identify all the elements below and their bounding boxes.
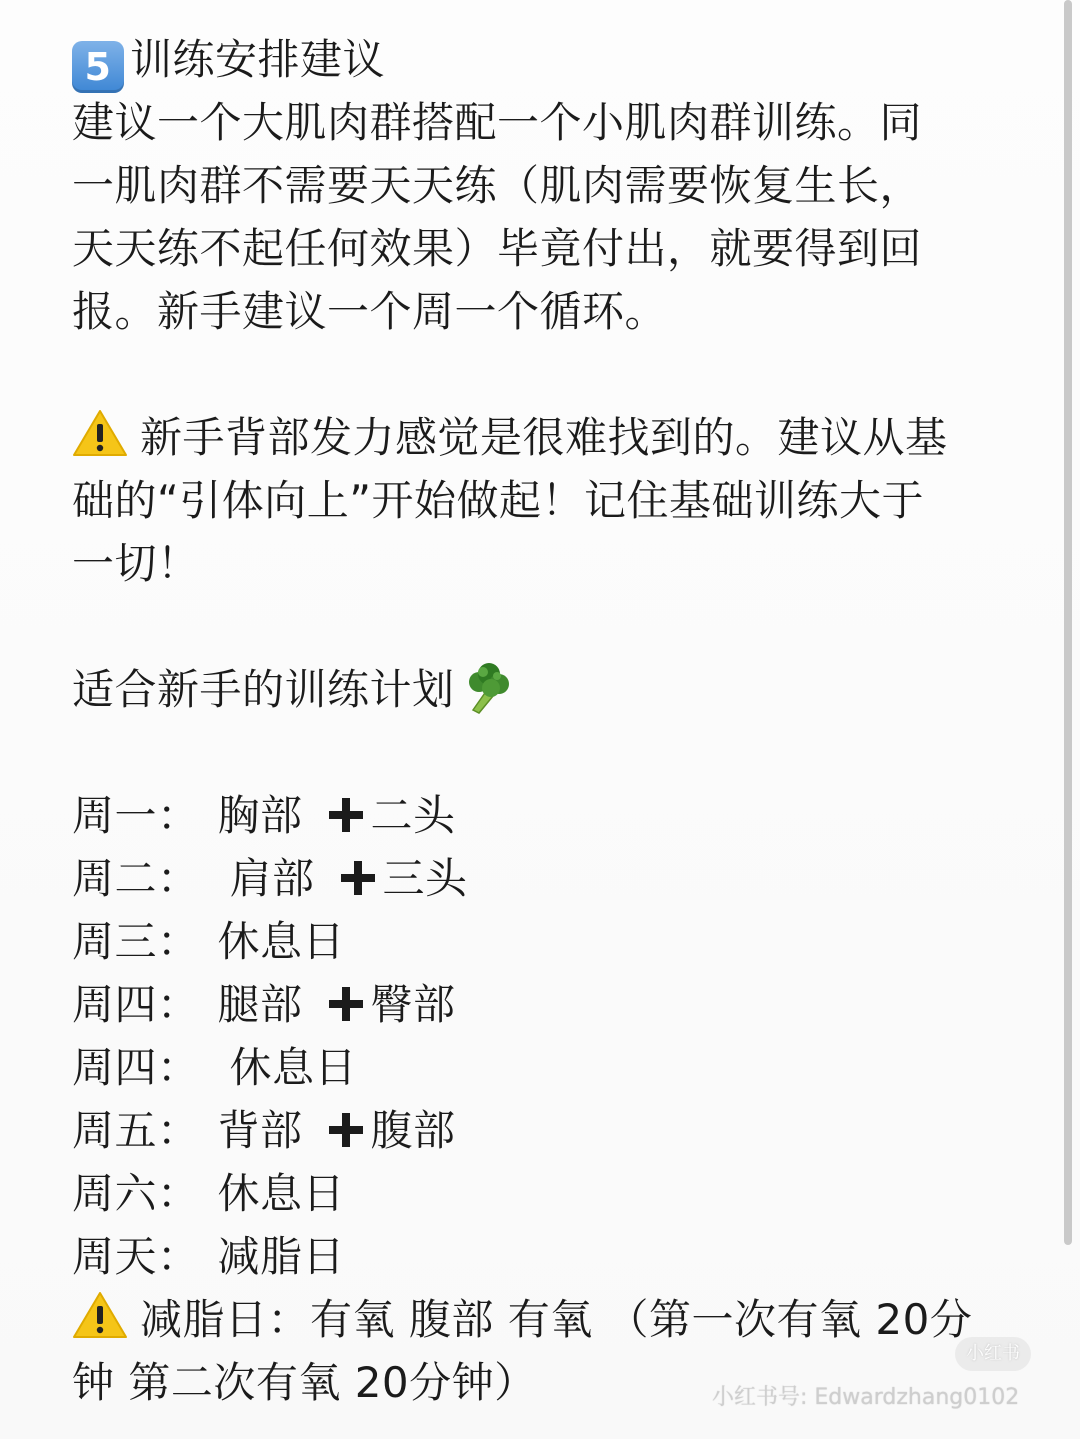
warning-icon <box>72 1290 128 1340</box>
schedule-row <box>72 1036 1022 1099</box>
scrollbar[interactable] <box>1064 0 1072 1245</box>
schedule-day: 周四： <box>72 1043 200 1092</box>
intro-line: 报。新手建议一个周一个循环。 <box>72 287 668 336</box>
schedule-activity: 休息日 <box>217 1169 346 1218</box>
broccoli-icon <box>459 660 513 714</box>
schedule-row <box>72 784 1022 847</box>
watermark-logo: 小红书 <box>955 1337 1031 1371</box>
plan-heading: 适合新手的训练计划 <box>72 665 455 714</box>
warning-line: 一切！ <box>72 539 200 588</box>
plus-icon <box>327 788 365 826</box>
watermark-text: 小红书号: Edwardzhang0102 <box>712 1385 1020 1410</box>
schedule-activity: 肩部 <box>229 854 315 903</box>
schedule-row <box>72 847 1022 910</box>
schedule-activity: 减脂日 <box>217 1232 346 1281</box>
intro-line: 天天练不起任何效果）毕竟付出，就要得到回 <box>72 224 923 273</box>
fatloss-line <box>72 1288 1022 1351</box>
keycap-5-icon: 5 <box>72 41 124 93</box>
fatloss-line: 钟 第二次有氧 20分钟） <box>72 1358 537 1407</box>
schedule-list <box>72 784 1022 1288</box>
section-title: 训练安排建议 <box>130 35 386 84</box>
warning-text: 新手背部发力感觉是很难找到的。建议从基 <box>140 413 948 462</box>
section-heading <box>72 28 1022 91</box>
note-content <box>72 28 1022 1414</box>
schedule-row <box>72 910 1022 973</box>
schedule-day: 周六： <box>72 1169 200 1218</box>
schedule-activity: 休息日 <box>229 1043 358 1092</box>
plus-icon <box>327 977 365 1015</box>
schedule-activity: 休息日 <box>217 917 346 966</box>
warning-icon <box>72 408 128 458</box>
warning-line: 础的“引体向上”开始做起！记住基础训练大于 <box>72 476 925 525</box>
plus-icon <box>339 851 377 889</box>
schedule-day: 周三： <box>72 917 200 966</box>
schedule-row <box>72 1225 1022 1288</box>
intro-line: 建议一个大肌肉群搭配一个小肌肉群训练。同 <box>72 98 923 147</box>
schedule-activity: 腿部 <box>217 980 303 1029</box>
schedule-activity-secondary: 三头 <box>382 854 468 903</box>
schedule-day: 周二： <box>72 854 200 903</box>
fatloss-text: 减脂日：有氧 腹部 有氧 （第一次有氧 20分 <box>140 1295 973 1344</box>
schedule-day: 周五： <box>72 1106 200 1155</box>
schedule-activity-secondary: 二头 <box>370 791 456 840</box>
warning-line <box>72 406 1022 469</box>
schedule-row <box>72 1099 1022 1162</box>
schedule-day: 周四： <box>72 980 200 1029</box>
schedule-activity-secondary: 臀部 <box>370 980 456 1029</box>
plus-icon <box>327 1103 365 1141</box>
schedule-activity-secondary: 腹部 <box>370 1106 456 1155</box>
schedule-row <box>72 973 1022 1036</box>
plan-heading-line <box>72 658 1022 721</box>
intro-line: 一肌肉群不需要天天练（肌肉需要恢复生长， <box>72 161 923 210</box>
spacer <box>72 595 1022 658</box>
spacer <box>72 343 1022 406</box>
schedule-day: 周天： <box>72 1232 200 1281</box>
schedule-day: 周一： <box>72 791 200 840</box>
schedule-activity: 胸部 <box>217 791 303 840</box>
schedule-row <box>72 1162 1022 1225</box>
schedule-activity: 背部 <box>217 1106 303 1155</box>
spacer <box>72 721 1022 784</box>
